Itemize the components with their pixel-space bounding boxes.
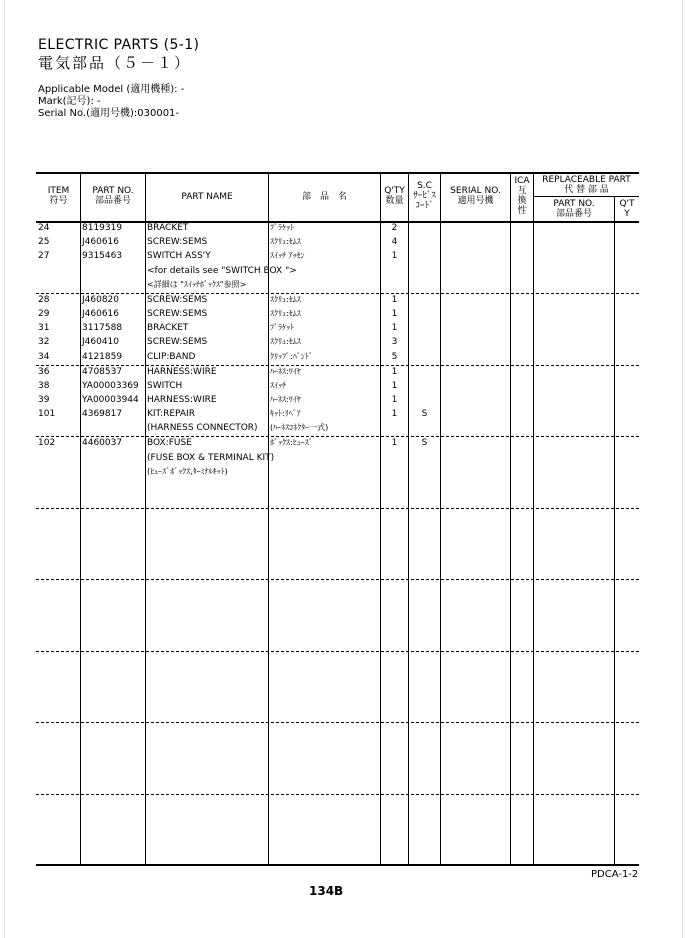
document-code: PDCA-1-2 xyxy=(591,869,639,880)
quantity: 2 xyxy=(391,223,398,233)
part-name-jp: ﾊｰﾈｽ:ﾜｲﾔ xyxy=(270,395,301,404)
quantity: 1 xyxy=(391,409,398,419)
row-group-separator xyxy=(36,722,639,723)
header-interchangeability: ICA 互 換 性 xyxy=(514,176,530,216)
part-name-jp: ﾌﾞﾗｹｯﾄ xyxy=(270,223,294,232)
item-number: 39 xyxy=(38,395,50,405)
part-number: 9315463 xyxy=(82,251,123,261)
service-code: S xyxy=(421,409,428,419)
part-name-jp: ﾌﾞﾗｹｯﾄ xyxy=(270,323,294,332)
header-replaceable-part: REPLACEABLE PART 代 替 部 品 xyxy=(542,175,631,195)
column-divider xyxy=(440,173,441,865)
page-title: ELECTRIC PARTS (5-1) xyxy=(38,37,200,53)
row-group-separator xyxy=(36,508,639,509)
part-name: SWITCH xyxy=(147,381,183,391)
part-number: J460616 xyxy=(82,309,120,319)
column-divider xyxy=(510,173,511,865)
item-number: 36 xyxy=(38,367,50,377)
column-divider xyxy=(408,173,409,865)
part-name: SCREW:SEMS xyxy=(147,337,208,347)
part-number: 4708537 xyxy=(82,367,123,377)
part-name: HARNESS:WIRE xyxy=(147,395,217,405)
part-number: 4369817 xyxy=(82,409,123,419)
item-number: 101 xyxy=(38,409,56,419)
quantity: 1 xyxy=(391,367,398,377)
item-number: 29 xyxy=(38,309,50,319)
service-code: S xyxy=(421,438,428,448)
part-number: J460820 xyxy=(82,295,120,305)
part-name: BRACKET xyxy=(147,323,189,333)
part-name-jp: ｸﾘｯﾌﾟ:ﾊﾞﾝﾄﾞ xyxy=(270,352,313,361)
page-title-japanese: 電気部品（５－１） xyxy=(38,54,192,72)
part-number: 4460037 xyxy=(82,438,123,448)
quantity: 1 xyxy=(391,251,398,261)
part-number: J460616 xyxy=(82,237,120,247)
quantity: 1 xyxy=(391,323,398,333)
header-item: ITEM 符号 xyxy=(47,186,70,206)
item-number: 24 xyxy=(38,223,50,233)
part-name: SCREW:SEMS xyxy=(147,237,208,247)
column-divider xyxy=(145,173,146,865)
quantity: 3 xyxy=(391,337,398,347)
part-name: KIT:REPAIR xyxy=(147,409,195,419)
part-name-jp: ｽｸﾘｭ:ｾﾑｽ xyxy=(270,237,301,246)
part-name: SCREW:SEMS xyxy=(147,295,208,305)
kit-note-jp: (ﾊｰﾈｽｺﾈｸﾀｰ一式) xyxy=(270,423,329,432)
item-number: 102 xyxy=(38,438,56,448)
part-name-jp: ｽｸﾘｭ:ｾﾑｽ xyxy=(270,337,301,346)
replaceable-divider xyxy=(534,196,639,197)
row-group-separator xyxy=(36,365,639,366)
row-group-separator xyxy=(36,293,639,294)
item-number: 34 xyxy=(38,352,50,362)
header-part-name: PART NAME xyxy=(181,192,233,202)
kit-note: (HARNESS CONNECTOR) xyxy=(147,423,258,433)
column-divider xyxy=(614,197,615,865)
header-replaceable-qty: Q'T Y xyxy=(619,199,635,219)
table-top-border xyxy=(36,172,639,174)
quantity: 1 xyxy=(391,309,398,319)
fuse-note-jp: (ﾋｭｰｽﾞﾎﾞｯｸｽ,ﾀｰﾐﾅﾙｷｯﾄ) xyxy=(147,467,228,476)
part-name: CLIP:BAND xyxy=(147,352,196,362)
column-divider xyxy=(380,173,381,865)
part-name: HARNESS:WIRE xyxy=(147,367,217,377)
table-bottom-border xyxy=(36,864,639,866)
part-number: 8119319 xyxy=(82,223,123,233)
row-group-separator xyxy=(36,794,639,795)
row-group-separator xyxy=(36,436,639,437)
mark: Mark(記号): - xyxy=(38,96,101,107)
header-replaceable-part-no: PART NO. 部品番号 xyxy=(553,199,595,219)
part-number: YA00003944 xyxy=(82,395,139,405)
table-header-border xyxy=(36,221,639,223)
header-service-code: S.C ｻｰﾋﾞｽ ｺｰﾄﾞ xyxy=(413,181,436,211)
part-number: 4121859 xyxy=(82,352,123,362)
part-name-jp: ｷｯﾄ:ﾘﾍﾟｱ xyxy=(270,409,301,418)
quantity: 1 xyxy=(391,295,398,305)
quantity: 4 xyxy=(391,237,398,247)
page-number: 134B xyxy=(309,884,344,898)
item-number: 25 xyxy=(38,237,50,247)
item-number: 27 xyxy=(38,251,50,261)
item-number: 38 xyxy=(38,381,50,391)
quantity: 1 xyxy=(391,438,398,448)
header-serial-no: SERIAL NO. 適用号機 xyxy=(450,186,501,206)
part-name-jp: ｽｸﾘｭ:ｾﾑｽ xyxy=(270,309,301,318)
part-name: SCREW:SEMS xyxy=(147,309,208,319)
header-part-no: PART NO. 部品番号 xyxy=(92,186,134,206)
part-number: 3117588 xyxy=(82,323,123,333)
serial-number: Serial No.(適用号機):030001- xyxy=(38,108,180,119)
part-number: YA00003369 xyxy=(82,381,139,391)
switch-details-note-jp: <詳細は "ｽｲｯﾁﾎﾞｯｸｽ"参照> xyxy=(147,280,247,289)
quantity: 1 xyxy=(391,395,398,405)
page-frame xyxy=(4,0,683,938)
quantity: 1 xyxy=(391,381,398,391)
fuse-note: (FUSE BOX & TERMINAL KIT) xyxy=(147,453,275,463)
column-divider xyxy=(80,173,81,865)
item-number: 32 xyxy=(38,337,50,347)
part-name-jp: ｽｲｯﾁ ｱｯｾﾝ xyxy=(270,251,305,260)
row-group-separator xyxy=(36,579,639,580)
quantity: 5 xyxy=(391,352,398,362)
header-part-name-jp: 部 品 名 xyxy=(301,192,347,202)
part-name: BRACKET xyxy=(147,223,189,233)
applicable-model: Applicable Model (適用機種): - xyxy=(38,84,185,95)
part-name-jp: ｽｲｯﾁ xyxy=(270,381,286,390)
switch-details-note: <for details see "SWITCH BOX "> xyxy=(147,266,297,276)
part-number: J460410 xyxy=(82,337,120,347)
item-number: 31 xyxy=(38,323,50,333)
part-name-jp: ｽｸﾘｭ:ｾﾑｽ xyxy=(270,295,301,304)
column-divider xyxy=(533,173,534,865)
part-name: BOX:FUSE xyxy=(147,438,192,448)
row-group-separator xyxy=(36,651,639,652)
part-name: SWITCH ASS'Y xyxy=(147,251,211,261)
part-name-jp: ﾎﾞｯｸｽ:ﾋｭｰｽﾞ xyxy=(270,438,313,447)
part-name-jp: ﾊｰﾈｽ:ﾜｲﾔ xyxy=(270,367,301,376)
header-qty: Q'TY 数量 xyxy=(384,186,405,206)
item-number: 28 xyxy=(38,295,50,305)
